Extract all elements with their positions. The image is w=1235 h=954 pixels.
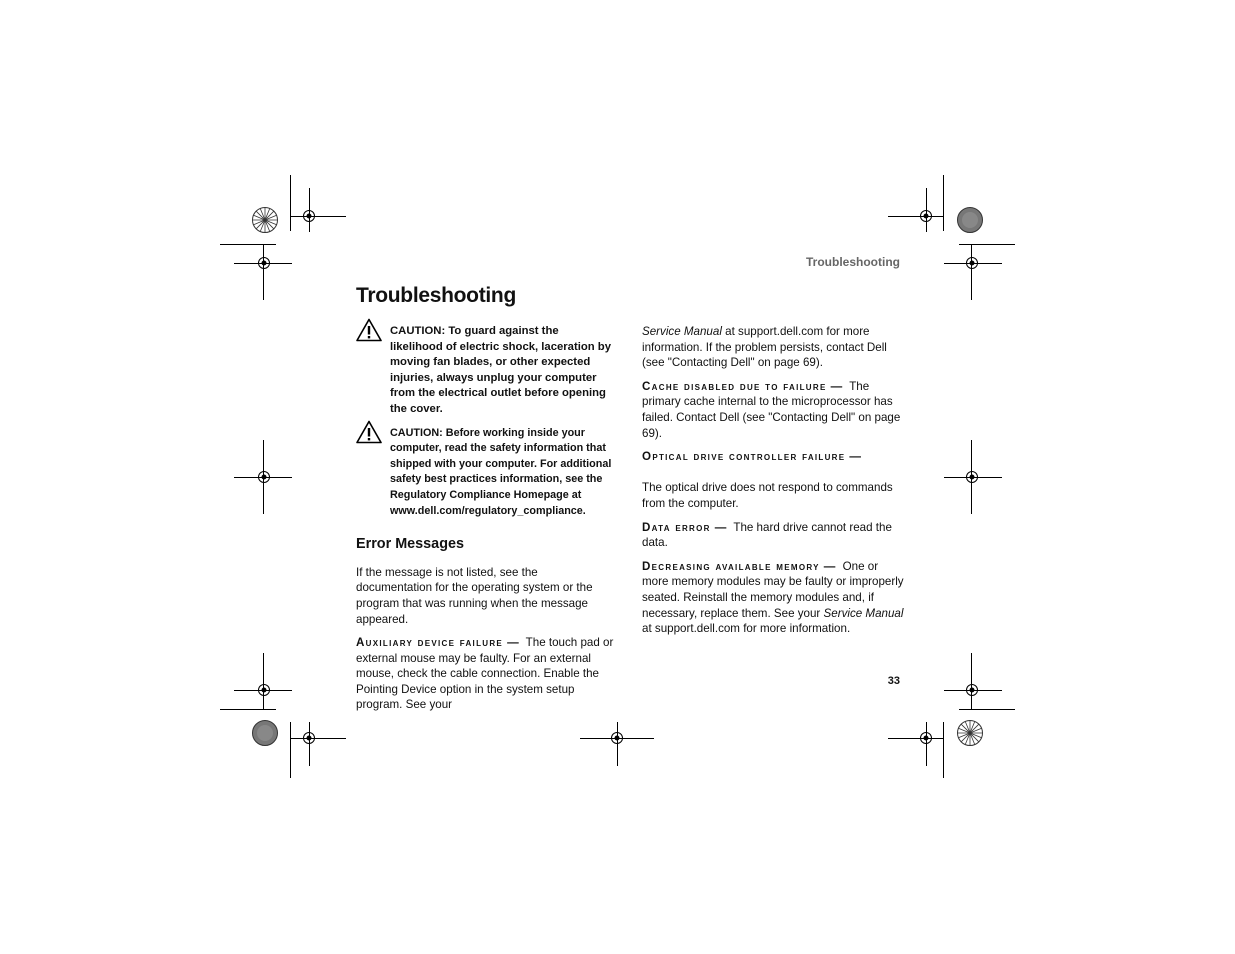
error-text: option in the system setup program. See your [356, 682, 575, 712]
crop-mark [959, 709, 1015, 710]
error-item-continuation [642, 324, 904, 371]
right-column [642, 324, 904, 645]
error-text: at [725, 325, 735, 338]
caution-block [356, 426, 614, 520]
page-title: Troubleshooting [356, 284, 516, 307]
crop-mark [309, 722, 310, 766]
manual-title: Service Manual [642, 325, 722, 338]
error-text: The optical drive does not respond to commands from the computer. [642, 481, 893, 510]
crop-mark [944, 690, 1002, 691]
crop-mark [580, 738, 654, 739]
crop-mark [888, 738, 944, 739]
crop-mark [888, 216, 944, 217]
crop-mark [617, 722, 618, 766]
error-item-optical-drive-controller [642, 449, 904, 511]
error-text: The hard drive cannot read the data. [642, 520, 892, 550]
support-link[interactable]: support.dell.com [654, 622, 740, 636]
crop-mark [290, 216, 346, 217]
starburst-icon [252, 720, 278, 746]
support-link[interactable]: support.dell.com [738, 325, 824, 338]
em-dash: — [830, 379, 843, 393]
error-term: Auxiliary device failure [356, 636, 504, 650]
caution-text: To guard against the likelihood of electric shock, laceration by moving fan blades, or other expected injuries, always unplug your computer from the electrical outlet before opening the cover. [390, 325, 611, 415]
error-item-decreasing-memory [642, 559, 904, 637]
em-dash: — [507, 636, 519, 650]
crop-mark [290, 175, 291, 231]
em-dash: — [714, 520, 727, 534]
crop-mark [263, 244, 264, 300]
warning-triangle-icon [356, 420, 382, 444]
ui-term: Pointing Device [356, 682, 437, 696]
caution-text: Before working inside your computer, read the safety information that shipped with your computer. For additional safety best practices information, see the Regulatory Compliance Homepage at www.dell.com/regulatory_compliance. [390, 426, 612, 517]
crop-mark [926, 188, 927, 232]
error-text: The primary cache internal to the microprocessor has failed. Contact Dell (see "Contacting Dell" on page 69). [642, 379, 901, 440]
crop-mark [234, 477, 292, 478]
starburst-icon [957, 720, 983, 746]
error-text: One or more memory modules may be faulty or improperly seated. Reinstall the memory modules and, if necessary, replace them. See your [642, 559, 904, 620]
error-text: at [642, 622, 652, 636]
crop-mark [959, 244, 1015, 245]
intro-paragraph: If the message is not listed, see the documentation for the operating system or the program that was running when the message appeared. [356, 565, 593, 626]
error-term: Decreasing available memory [642, 559, 820, 573]
left-column [356, 324, 614, 721]
error-text: for more information. [743, 622, 851, 636]
error-term: Cache disabled due to failure [642, 379, 827, 393]
error-text: The touch pad or external mouse may be faulty. For an external mouse, check the cable connection. Enable the [356, 636, 614, 681]
em-dash: — [823, 559, 836, 573]
crop-mark [943, 175, 944, 231]
warning-triangle-icon [356, 318, 382, 342]
caution-block [356, 324, 614, 418]
crop-mark [263, 653, 264, 709]
crop-mark [290, 738, 346, 739]
crop-mark [290, 722, 291, 778]
starburst-icon [252, 207, 278, 233]
crop-mark [944, 477, 1002, 478]
caution-label: CAUTION: [390, 325, 446, 337]
crop-mark [926, 722, 927, 766]
crop-mark [943, 722, 944, 778]
starburst-icon [957, 207, 983, 233]
error-term: Data error [642, 520, 711, 534]
error-term: Optical drive controller failure [642, 450, 846, 464]
caution-label: CAUTION: [390, 426, 443, 439]
crop-mark [971, 653, 972, 709]
crop-mark [944, 263, 1002, 264]
crop-mark [220, 244, 276, 245]
manual-title: Service Manual [823, 606, 904, 620]
error-item-data-error [642, 520, 904, 551]
crop-mark [234, 263, 292, 264]
error-item-cache-disabled [642, 379, 904, 441]
crop-mark [309, 188, 310, 232]
error-text: for more information. If the problem persists, contact Dell (see "Contacting Dell" on page 69). [642, 325, 887, 370]
section-heading-error-messages: Error Messages [356, 536, 464, 553]
em-dash: — [849, 450, 861, 464]
error-item-auxiliary-device-failure [356, 635, 614, 713]
crop-mark [220, 709, 276, 710]
crop-mark [971, 244, 972, 300]
page-number: 33 [887, 675, 900, 687]
crop-mark [234, 690, 292, 691]
running-head: Troubleshooting [806, 255, 900, 269]
